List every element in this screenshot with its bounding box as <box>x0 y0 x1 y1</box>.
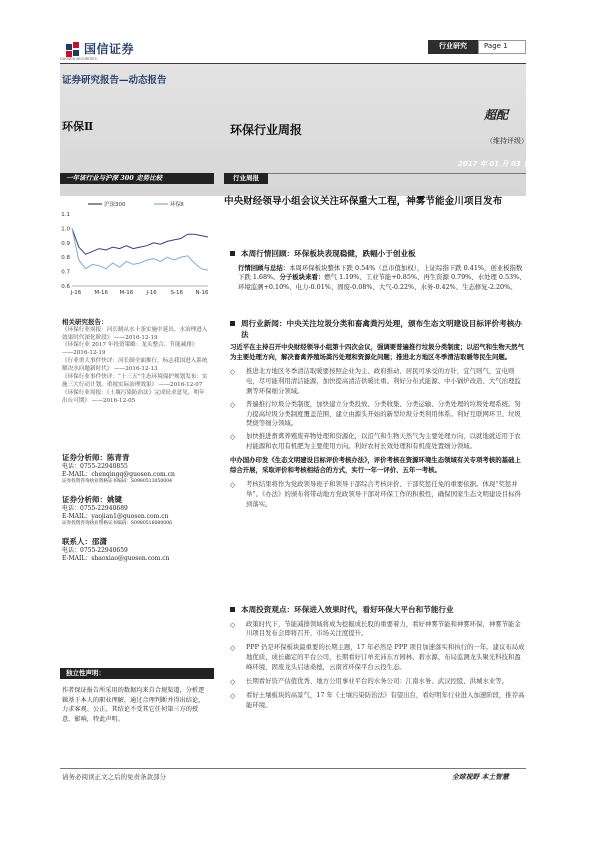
sector-name: 环保Ⅱ <box>62 120 94 133</box>
analyst-email[interactable]: E-MAIL：chenqingq@guosen.com.cn <box>62 470 175 478</box>
y-tick-label: 0.8 <box>61 255 70 262</box>
analyst-1 <box>62 453 210 485</box>
contact <box>62 537 210 563</box>
section-title: 本周投资观点：环保进入效果时代，看好环保大平台和节能行业 <box>230 604 526 616</box>
main-bar-line <box>224 173 526 184</box>
y-tick-label: 1.1 <box>61 212 70 218</box>
x-tick-label: M-16 <box>94 290 109 296</box>
company-name-en: GUOSEN SECURITIES <box>60 57 97 61</box>
trend-chart <box>58 190 216 300</box>
analyst-role: 证券分析师： <box>62 453 107 462</box>
rating: 超配 <box>484 108 509 122</box>
bullet-item: ◇ 看好土壤板块的高景气，17 年《土壤污染防治法》有望出台，看好明年行业进入加速阶段，推荐高能环境。 <box>230 691 526 711</box>
y-tick-label: 0.7 <box>61 269 70 276</box>
para-text: 燃气 1.19%、工业节能+0.85%、再生资源 0.79%、水处理 0.53%、环境监测+0.10%、电力-0.01%、固废-0.08%、大气-0.22%、水务-0.42%、生态修复-2.20%。 <box>238 273 526 292</box>
header-box <box>428 40 526 54</box>
independence-title: 独立性声明： <box>60 668 214 679</box>
bullet-item: ◇ 加快推进畜禽养殖废弃物处理和资源化，以沼气和生物天然气为主要处理方向，以就地就近用于农村能源和农用有机肥为主要使用方向。利好农村长效处理和有机废处置细分领域。 <box>230 432 526 452</box>
x-tick-label: N-16 <box>195 290 209 296</box>
contact-phone: 电话：0755-22940659 <box>62 546 128 554</box>
related-reports <box>62 318 210 406</box>
related-report-item[interactable]: 《环保行业 2017 年投资策略：龙头整合、节能减排》 ——2016-12-19 <box>62 342 198 357</box>
bullet-item: ◇ 考核结果将作为党政领导班子和领导干部综合考核评价、干部奖惩任免的重要依据。体现“奖惩并举”。《办法》的颁布将带动地方党政领导干部对环保工作的积极性，确保国家生态文明建设目标得到落实。 <box>230 480 526 510</box>
x-tick-label: J-16 <box>146 290 157 296</box>
y-tick-label: 0.6 <box>61 284 70 290</box>
analyst-phone: 电话：0755-22940689 <box>62 504 128 512</box>
report-date: 2017 年 01 月 03 日 <box>458 160 531 168</box>
analyst-email[interactable]: E-MAIL：yaojian1@guosen.com.cn <box>62 512 169 520</box>
main-tag: 行业周报 <box>224 173 268 184</box>
section-note: 中办国办印发《生态文明建设目标评价考核办法》，评价考核在资源环境生态领域有关专项考核的基础上综合开展，采取评价和考核相结合的方式，实行一年一评价、五年一考核。 <box>230 456 521 475</box>
related-report-item[interactable]: 《环保行业周报：《土壤污染防治法》完成征求意见，明年出台可期》 ——2016-12-05 <box>62 390 205 405</box>
page-label: Page 1 <box>478 40 526 54</box>
footer-slogan: 全球视野 本土智慧 <box>452 773 509 781</box>
related-report-item[interactable]: 《环保行业事件快评：“十三五”生态环境保护规划发布：实施三大行动计划，重视实际治理效果》 ——2016-12-07 <box>62 374 208 389</box>
section-intro: 习近平在主持召开中央财经领导小组第十四次会议，强调要普遍推行垃圾分类制度；以沼气和生物天然气为主要处理方向，解决畜禽养殖场粪污处理和资源化问题；推进北方地区冬季清洁取暖等民生问题。 <box>230 343 524 361</box>
y-tick-label: 0.9 <box>61 240 70 247</box>
related-title: 相关研究报告： <box>62 318 108 326</box>
section-1 <box>230 248 526 293</box>
y-tick-label: 1.0 <box>61 226 70 233</box>
headline: 中央财经领导小组会议关注环保重大工程，神雾节能金川项目发布 <box>224 196 503 207</box>
square-bullet-icon <box>230 251 235 256</box>
analyst-name: 姚键 <box>107 495 122 504</box>
para-lead: 行情回顾与总结： <box>238 263 290 272</box>
footer-divider <box>60 768 526 769</box>
section-title: 周行业新闻：中央关注垃圾分类和畜禽粪污处理，颁布生态文明建设目标评价考核办法 <box>230 318 526 340</box>
square-bullet-icon <box>230 321 235 326</box>
section-2 <box>230 318 526 512</box>
company-logo <box>66 36 156 58</box>
para-lead: 分子板块来看： <box>279 273 325 282</box>
bullet-item: ◇ 长期看好资产估值优秀、地方公用事业平台的水务公司：江南水务、武汉控股、洪城水业等。 <box>230 677 526 687</box>
analyst-role: 证券分析师： <box>62 495 107 504</box>
footer-disclaimer: 请务必阅读正文之后的免责条款部分 <box>62 773 166 781</box>
report-category: 证券研究报告—动态报告 <box>62 75 167 86</box>
contact-role: 联系人： <box>62 537 92 546</box>
x-tick-label: J-16 <box>70 290 82 296</box>
analyst-cert: 证券投资咨询执业资格证书编码：S0980513050004 <box>62 478 173 484</box>
analyst-cert: 证券投资咨询执业资格证书编码：S0980516080006 <box>62 520 173 526</box>
contact-name: 邵潇 <box>92 537 107 546</box>
para-text: 本周环保板块整体下跌 0.54%（总市值加权），上证综指下跌 0.41%，创业板指数下跌 1.68%。 <box>238 263 523 282</box>
bullet-item: ◇ 普遍推行垃圾分类制度，加快建立分类投放、分类收集、分类运输、分类处理的垃圾处理系统。努力提高垃圾分类制度覆盖范围，建立由源头开始的新型垃圾分类利用体系。利好互联网环卫、垃圾焚烧等细分领域。 <box>230 400 526 430</box>
logo-icon <box>66 42 80 58</box>
analyst-name: 陈青青 <box>107 453 130 462</box>
analyst-2 <box>62 495 210 527</box>
section-label: 行业研究 <box>428 40 478 54</box>
legend-label: 沪深300 <box>104 202 126 208</box>
section-title: 本周行情回顾：环保板块表现稳健，跌幅小于创业板 <box>230 248 526 260</box>
rating-note: （维持评级） <box>486 137 528 145</box>
bullet-item: ◇ PPP 仍是环保板块最重要的长期主题，17 年必然是 PPP 项目加速落实和执行的一年。建议布局成地优质、成长确定的平台公司，长期看好订单充沛东方园林、碧水源、布局监测龙头聚光科技和盈峰环境，固废龙头启迪桑德，云南省环保平台云投生态。 <box>230 643 526 673</box>
analyst-phone: 电话：0755-22940855 <box>62 462 128 470</box>
report-title: 环保行业周报 <box>230 123 303 137</box>
bullet-item: ◇ 推进北方地区冬季清洁取暖要按照企业为主、政府推动、居民可承受的方针，宜气则气，宜电则电，尽可能利用清洁能源，加快提高清洁供暖比重。利好分布式能源、中小锅炉改造、大气治理监测等环保细分领域。 <box>230 367 526 397</box>
chart-bar-title: 一年该行业与沪深 300 走势比较 <box>60 173 214 184</box>
related-report-item[interactable]: 《环保行业周报：河长制从水十条实施中延出，水治理进入效果时代深化阶段》 ——2016-12-19 <box>62 326 208 341</box>
independence-text: 作者保证报告所采用的数据均来自合规渠道，分析逻辑基于本人的职业理解，通过合理判断并得出结论，力求客观、公正，其结论不受其它任何第三方的授意、影响，特此声明。 <box>62 687 205 723</box>
company-name: 国信证券 <box>84 42 135 57</box>
legend-label: 环保Ⅱ <box>170 202 184 208</box>
contact-email[interactable]: E-MAIL：shaoxiao@guosen.com.cn <box>62 554 170 562</box>
bullet-item: ◇ 政策时代下，节能减排领域将成为挖掘成长股的重要着力，看好神雾节能和神雾环保，神雾节能金川项目发布会即将召开，市场关注度提升。 <box>230 620 526 640</box>
x-tick-label: M-16 <box>119 290 134 296</box>
section-3 <box>230 604 526 715</box>
related-report-item[interactable]: 《行业重大事件快评：河长制全面推行，标志我国进入系统解决水问题新时代》 ——2016-12-13 <box>62 358 208 373</box>
x-tick-label: S-16 <box>170 290 184 296</box>
square-bullet-icon <box>230 607 235 612</box>
series-line-0 <box>72 228 208 254</box>
